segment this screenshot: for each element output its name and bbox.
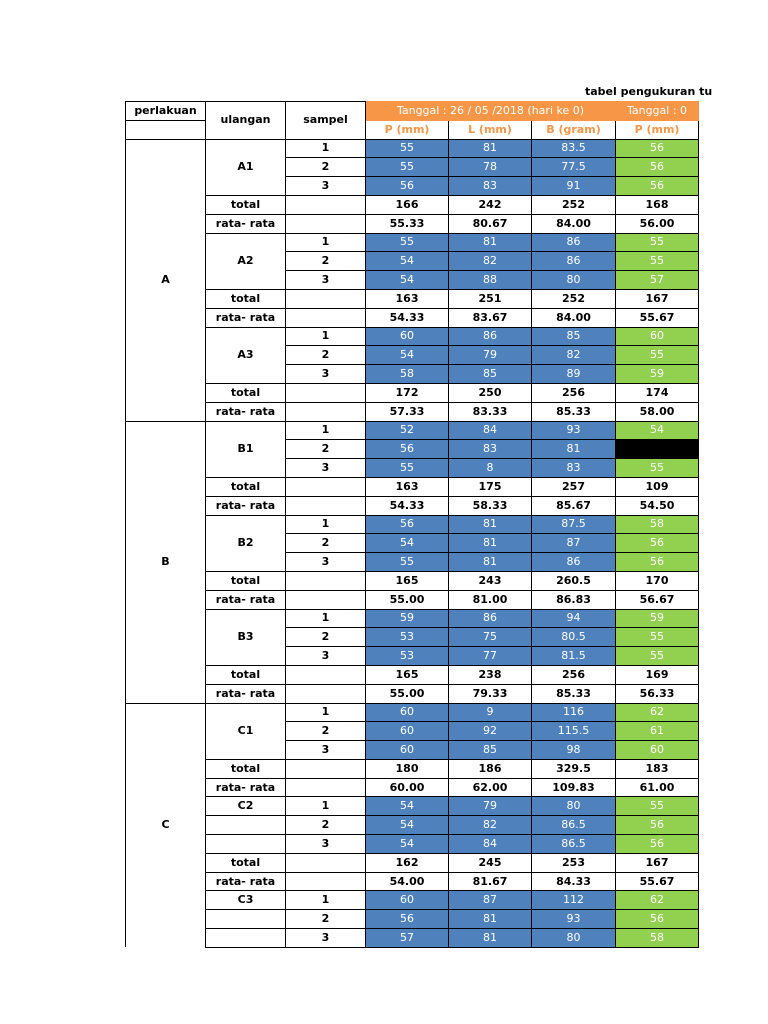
width-l-mm-cell: 77	[449, 647, 532, 666]
total-label: total	[206, 195, 286, 214]
length-p-mm-next-cell: 168	[616, 195, 699, 214]
weight-b-gram-cell: 116	[532, 703, 616, 722]
length-p-mm-next-cell: 56	[616, 177, 699, 196]
sample-number	[286, 308, 366, 327]
length-p-mm-next-cell: 61	[616, 722, 699, 741]
weight-b-gram-cell: 257	[532, 477, 616, 496]
weight-b-gram-cell: 82	[532, 346, 616, 365]
total-row	[126, 571, 699, 590]
length-p-mm-cell: 180	[366, 759, 449, 778]
sample-row	[126, 609, 699, 628]
sample-row	[126, 797, 699, 816]
width-l-mm-cell: 86	[449, 609, 532, 628]
width-l-mm-cell: 9	[449, 703, 532, 722]
average-label: rata- rata	[206, 214, 286, 233]
length-p-mm-next-cell: 174	[616, 383, 699, 402]
sample-number: 3	[286, 271, 366, 290]
sample-number: 1	[286, 139, 366, 158]
length-p-mm-cell: 165	[366, 571, 449, 590]
width-l-mm-cell: 83.33	[449, 402, 532, 421]
sample-number: 1	[286, 891, 366, 910]
length-p-mm-cell: 55	[366, 158, 449, 177]
weight-b-gram-cell: 252	[532, 289, 616, 308]
weight-b-gram-cell: 85.67	[532, 496, 616, 515]
total-label: total	[206, 477, 286, 496]
sample-number	[286, 590, 366, 609]
weight-b-gram-cell: 80	[532, 797, 616, 816]
weight-b-gram-cell: 115.5	[532, 722, 616, 741]
weight-b-gram-cell: 81	[532, 440, 616, 459]
weight-b-gram-cell: 84.33	[532, 872, 616, 891]
sample-number	[286, 383, 366, 402]
weight-b-gram-cell: 80.5	[532, 628, 616, 647]
weight-b-gram-cell: 85	[532, 327, 616, 346]
sample-number: 3	[286, 835, 366, 854]
length-p-mm-next-cell: 58	[616, 929, 699, 948]
length-p-mm-cell: 60	[366, 703, 449, 722]
weight-b-gram-cell: 86.5	[532, 835, 616, 854]
length-p-mm-next-cell: 60	[616, 741, 699, 760]
length-p-mm-cell: 56	[366, 177, 449, 196]
weight-b-gram-cell: 112	[532, 891, 616, 910]
length-p-mm-next-cell: 56.00	[616, 214, 699, 233]
width-l-mm-cell: 79.33	[449, 684, 532, 703]
replicate-cell: A1	[206, 139, 286, 195]
width-l-mm-cell: 82	[449, 252, 532, 271]
width-l-mm-cell: 87	[449, 891, 532, 910]
width-l-mm-cell: 242	[449, 195, 532, 214]
replicate-cell	[206, 910, 286, 929]
length-p-mm-next-cell: 55.67	[616, 872, 699, 891]
header-unit-p2: P (mm)	[616, 120, 699, 139]
width-l-mm-cell: 58.33	[449, 496, 532, 515]
weight-b-gram-cell: 86.5	[532, 816, 616, 835]
weight-b-gram-cell: 84.00	[532, 214, 616, 233]
length-p-mm-cell: 60	[366, 722, 449, 741]
sample-number: 2	[286, 158, 366, 177]
weight-b-gram-cell: 77.5	[532, 158, 616, 177]
average-label: rata- rata	[206, 778, 286, 797]
total-label: total	[206, 759, 286, 778]
average-row	[126, 308, 699, 327]
length-p-mm-cell: 172	[366, 383, 449, 402]
replicate-cell: B3	[206, 609, 286, 665]
measurement-table	[125, 101, 699, 948]
length-p-mm-cell: 55	[366, 233, 449, 252]
length-p-mm-next-cell: 59	[616, 609, 699, 628]
weight-b-gram-cell: 83.5	[532, 139, 616, 158]
width-l-mm-cell: 92	[449, 722, 532, 741]
length-p-mm-next-cell: 56	[616, 835, 699, 854]
length-p-mm-next-cell: 55	[616, 628, 699, 647]
weight-b-gram-cell: 87	[532, 534, 616, 553]
length-p-mm-cell: 58	[366, 365, 449, 384]
width-l-mm-cell: 243	[449, 571, 532, 590]
weight-b-gram-cell: 86.83	[532, 590, 616, 609]
length-p-mm-next-cell: 183	[616, 759, 699, 778]
sample-number	[286, 853, 366, 872]
sample-row	[126, 891, 699, 910]
sample-number: 2	[286, 252, 366, 271]
replicate-cell: C3	[206, 891, 286, 910]
length-p-mm-next-cell: 55	[616, 346, 699, 365]
width-l-mm-cell: 81	[449, 929, 532, 948]
average-label: rata- rata	[206, 308, 286, 327]
sample-row	[126, 421, 699, 440]
average-row	[126, 402, 699, 421]
width-l-mm-cell: 79	[449, 797, 532, 816]
weight-b-gram-cell: 80	[532, 929, 616, 948]
width-l-mm-cell: 85	[449, 741, 532, 760]
sample-number	[286, 289, 366, 308]
weight-b-gram-cell: 85.33	[532, 402, 616, 421]
sample-number: 2	[286, 816, 366, 835]
weight-b-gram-cell: 109.83	[532, 778, 616, 797]
weight-b-gram-cell: 84.00	[532, 308, 616, 327]
length-p-mm-next-cell: 167	[616, 289, 699, 308]
length-p-mm-cell: 55	[366, 553, 449, 572]
average-row	[126, 684, 699, 703]
width-l-mm-cell: 84	[449, 835, 532, 854]
weight-b-gram-cell: 91	[532, 177, 616, 196]
width-l-mm-cell: 88	[449, 271, 532, 290]
sample-row	[126, 233, 699, 252]
total-row	[126, 289, 699, 308]
sample-number: 2	[286, 628, 366, 647]
width-l-mm-cell: 86	[449, 327, 532, 346]
sample-number: 2	[286, 722, 366, 741]
length-p-mm-cell: 55	[366, 459, 449, 478]
replicate-cell: B1	[206, 421, 286, 477]
length-p-mm-next-cell: 62	[616, 891, 699, 910]
average-label: rata- rata	[206, 684, 286, 703]
sample-number: 1	[286, 515, 366, 534]
total-row	[126, 195, 699, 214]
sample-row	[126, 835, 699, 854]
average-row	[126, 214, 699, 233]
sample-row	[126, 327, 699, 346]
width-l-mm-cell: 81	[449, 910, 532, 929]
header-perlakuan: perlakuan	[126, 102, 206, 121]
width-l-mm-cell: 81.67	[449, 872, 532, 891]
header-ulangan: ulangan	[206, 102, 286, 140]
length-p-mm-next-cell	[616, 440, 699, 459]
total-label: total	[206, 383, 286, 402]
width-l-mm-cell: 251	[449, 289, 532, 308]
weight-b-gram-cell: 86	[532, 553, 616, 572]
weight-b-gram-cell: 80	[532, 271, 616, 290]
total-label: total	[206, 853, 286, 872]
sample-number	[286, 496, 366, 515]
replicate-cell	[206, 835, 286, 854]
length-p-mm-cell: 52	[366, 421, 449, 440]
width-l-mm-cell: 81	[449, 233, 532, 252]
length-p-mm-cell: 54.00	[366, 872, 449, 891]
length-p-mm-next-cell: 56	[616, 534, 699, 553]
treatment-cell: B	[126, 421, 206, 703]
sample-number: 1	[286, 327, 366, 346]
length-p-mm-cell: 55.00	[366, 684, 449, 703]
length-p-mm-next-cell: 59	[616, 365, 699, 384]
weight-b-gram-cell: 81.5	[532, 647, 616, 666]
length-p-mm-next-cell: 56.33	[616, 684, 699, 703]
length-p-mm-next-cell: 54.50	[616, 496, 699, 515]
sample-number	[286, 872, 366, 891]
length-p-mm-cell: 53	[366, 647, 449, 666]
sample-number	[286, 778, 366, 797]
sample-number: 3	[286, 365, 366, 384]
weight-b-gram-cell: 93	[532, 910, 616, 929]
average-row	[126, 872, 699, 891]
length-p-mm-cell: 59	[366, 609, 449, 628]
length-p-mm-next-cell: 61.00	[616, 778, 699, 797]
weight-b-gram-cell: 260.5	[532, 571, 616, 590]
width-l-mm-cell: 80.67	[449, 214, 532, 233]
length-p-mm-next-cell: 55	[616, 459, 699, 478]
sample-row	[126, 139, 699, 158]
header-sampel: sampel	[286, 102, 366, 140]
length-p-mm-cell: 54	[366, 816, 449, 835]
total-row	[126, 853, 699, 872]
length-p-mm-cell: 56	[366, 910, 449, 929]
width-l-mm-cell: 186	[449, 759, 532, 778]
length-p-mm-next-cell: 55	[616, 647, 699, 666]
header-unit-b: B (gram)	[532, 120, 616, 139]
length-p-mm-next-cell: 62	[616, 703, 699, 722]
width-l-mm-cell: 81	[449, 515, 532, 534]
total-row	[126, 477, 699, 496]
length-p-mm-next-cell: 55	[616, 233, 699, 252]
width-l-mm-cell: 79	[449, 346, 532, 365]
width-l-mm-cell: 81	[449, 534, 532, 553]
length-p-mm-cell: 54.33	[366, 308, 449, 327]
weight-b-gram-cell: 253	[532, 853, 616, 872]
width-l-mm-cell: 81.00	[449, 590, 532, 609]
average-row	[126, 496, 699, 515]
replicate-cell	[206, 929, 286, 948]
length-p-mm-cell: 54	[366, 252, 449, 271]
length-p-mm-cell: 54	[366, 271, 449, 290]
table-title: tabel pengukuran tu	[585, 85, 713, 98]
sample-number: 3	[286, 553, 366, 572]
treatment-cell: A	[126, 139, 206, 421]
weight-b-gram-cell: 93	[532, 421, 616, 440]
length-p-mm-cell: 53	[366, 628, 449, 647]
width-l-mm-cell: 75	[449, 628, 532, 647]
length-p-mm-cell: 56	[366, 440, 449, 459]
sample-number	[286, 571, 366, 590]
weight-b-gram-cell: 86	[532, 252, 616, 271]
length-p-mm-cell: 54	[366, 534, 449, 553]
length-p-mm-cell: 54	[366, 835, 449, 854]
total-label: total	[206, 571, 286, 590]
width-l-mm-cell: 62.00	[449, 778, 532, 797]
length-p-mm-next-cell: 56	[616, 553, 699, 572]
length-p-mm-next-cell: 57	[616, 271, 699, 290]
width-l-mm-cell: 83.67	[449, 308, 532, 327]
header-date-day0: Tanggal : 26 / 05 /2018 (hari ke 0)	[366, 102, 616, 121]
length-p-mm-next-cell: 55	[616, 252, 699, 271]
replicate-cell	[206, 816, 286, 835]
replicate-cell: C2	[206, 797, 286, 816]
total-label: total	[206, 289, 286, 308]
sample-number: 1	[286, 233, 366, 252]
length-p-mm-next-cell: 170	[616, 571, 699, 590]
weight-b-gram-cell: 89	[532, 365, 616, 384]
sample-number: 2	[286, 440, 366, 459]
width-l-mm-cell: 82	[449, 816, 532, 835]
sample-row	[126, 515, 699, 534]
length-p-mm-cell: 60	[366, 741, 449, 760]
length-p-mm-next-cell: 167	[616, 853, 699, 872]
sample-number	[286, 402, 366, 421]
total-row	[126, 383, 699, 402]
average-label: rata- rata	[206, 872, 286, 891]
sample-number	[286, 665, 366, 684]
length-p-mm-next-cell: 56.67	[616, 590, 699, 609]
replicate-cell: A3	[206, 327, 286, 383]
length-p-mm-next-cell: 54	[616, 421, 699, 440]
width-l-mm-cell: 83	[449, 440, 532, 459]
sample-number: 1	[286, 421, 366, 440]
sample-row	[126, 929, 699, 948]
length-p-mm-next-cell: 58	[616, 515, 699, 534]
treatment-cell: C	[126, 703, 206, 947]
length-p-mm-cell: 55	[366, 139, 449, 158]
width-l-mm-cell: 250	[449, 383, 532, 402]
length-p-mm-next-cell: 55	[616, 797, 699, 816]
sample-number: 3	[286, 741, 366, 760]
weight-b-gram-cell: 87.5	[532, 515, 616, 534]
replicate-cell: B2	[206, 515, 286, 571]
length-p-mm-cell: 60	[366, 327, 449, 346]
width-l-mm-cell: 8	[449, 459, 532, 478]
length-p-mm-cell: 56	[366, 515, 449, 534]
width-l-mm-cell: 81	[449, 553, 532, 572]
sample-number	[286, 195, 366, 214]
length-p-mm-cell: 54	[366, 346, 449, 365]
header-unit-p: P (mm)	[366, 120, 449, 139]
weight-b-gram-cell: 256	[532, 665, 616, 684]
width-l-mm-cell: 78	[449, 158, 532, 177]
average-label: rata- rata	[206, 590, 286, 609]
weight-b-gram-cell: 98	[532, 741, 616, 760]
weight-b-gram-cell: 256	[532, 383, 616, 402]
length-p-mm-cell: 163	[366, 289, 449, 308]
total-label: total	[206, 665, 286, 684]
length-p-mm-next-cell: 56	[616, 816, 699, 835]
sample-number: 2	[286, 534, 366, 553]
length-p-mm-next-cell: 169	[616, 665, 699, 684]
width-l-mm-cell: 81	[449, 139, 532, 158]
length-p-mm-next-cell: 109	[616, 477, 699, 496]
average-label: rata- rata	[206, 496, 286, 515]
weight-b-gram-cell: 252	[532, 195, 616, 214]
sample-row	[126, 910, 699, 929]
weight-b-gram-cell: 94	[532, 609, 616, 628]
replicate-cell: A2	[206, 233, 286, 289]
length-p-mm-cell: 55.33	[366, 214, 449, 233]
length-p-mm-cell: 60	[366, 891, 449, 910]
length-p-mm-next-cell: 56	[616, 139, 699, 158]
header-perlakuan-blank	[126, 120, 206, 139]
width-l-mm-cell: 238	[449, 665, 532, 684]
average-label: rata- rata	[206, 402, 286, 421]
width-l-mm-cell: 175	[449, 477, 532, 496]
length-p-mm-cell: 162	[366, 853, 449, 872]
weight-b-gram-cell: 329.5	[532, 759, 616, 778]
average-row	[126, 590, 699, 609]
width-l-mm-cell: 83	[449, 177, 532, 196]
weight-b-gram-cell: 83	[532, 459, 616, 478]
average-row	[126, 778, 699, 797]
sample-number: 3	[286, 929, 366, 948]
length-p-mm-cell: 163	[366, 477, 449, 496]
sample-number: 3	[286, 647, 366, 666]
sample-number	[286, 214, 366, 233]
length-p-mm-next-cell: 55.67	[616, 308, 699, 327]
width-l-mm-cell: 85	[449, 365, 532, 384]
sample-number: 2	[286, 346, 366, 365]
weight-b-gram-cell: 85.33	[532, 684, 616, 703]
sample-row	[126, 816, 699, 835]
length-p-mm-cell: 165	[366, 665, 449, 684]
length-p-mm-cell: 57.33	[366, 402, 449, 421]
sample-number: 3	[286, 177, 366, 196]
length-p-mm-cell: 166	[366, 195, 449, 214]
sample-number	[286, 759, 366, 778]
header-unit-l: L (mm)	[449, 120, 532, 139]
sample-number: 1	[286, 609, 366, 628]
length-p-mm-cell: 57	[366, 929, 449, 948]
sample-number	[286, 684, 366, 703]
total-row	[126, 665, 699, 684]
sample-number: 1	[286, 797, 366, 816]
length-p-mm-next-cell: 56	[616, 158, 699, 177]
length-p-mm-next-cell: 56	[616, 910, 699, 929]
replicate-cell: C1	[206, 703, 286, 759]
sample-number: 3	[286, 459, 366, 478]
width-l-mm-cell: 245	[449, 853, 532, 872]
header-date-next: Tanggal : 0	[616, 102, 699, 121]
length-p-mm-cell: 54.33	[366, 496, 449, 515]
sample-number: 1	[286, 703, 366, 722]
length-p-mm-cell: 55.00	[366, 590, 449, 609]
length-p-mm-cell: 60.00	[366, 778, 449, 797]
length-p-mm-next-cell: 60	[616, 327, 699, 346]
length-p-mm-next-cell: 58.00	[616, 402, 699, 421]
total-row	[126, 759, 699, 778]
length-p-mm-cell: 54	[366, 797, 449, 816]
weight-b-gram-cell: 86	[532, 233, 616, 252]
width-l-mm-cell: 84	[449, 421, 532, 440]
sample-number: 2	[286, 910, 366, 929]
sample-row	[126, 703, 699, 722]
sample-number	[286, 477, 366, 496]
